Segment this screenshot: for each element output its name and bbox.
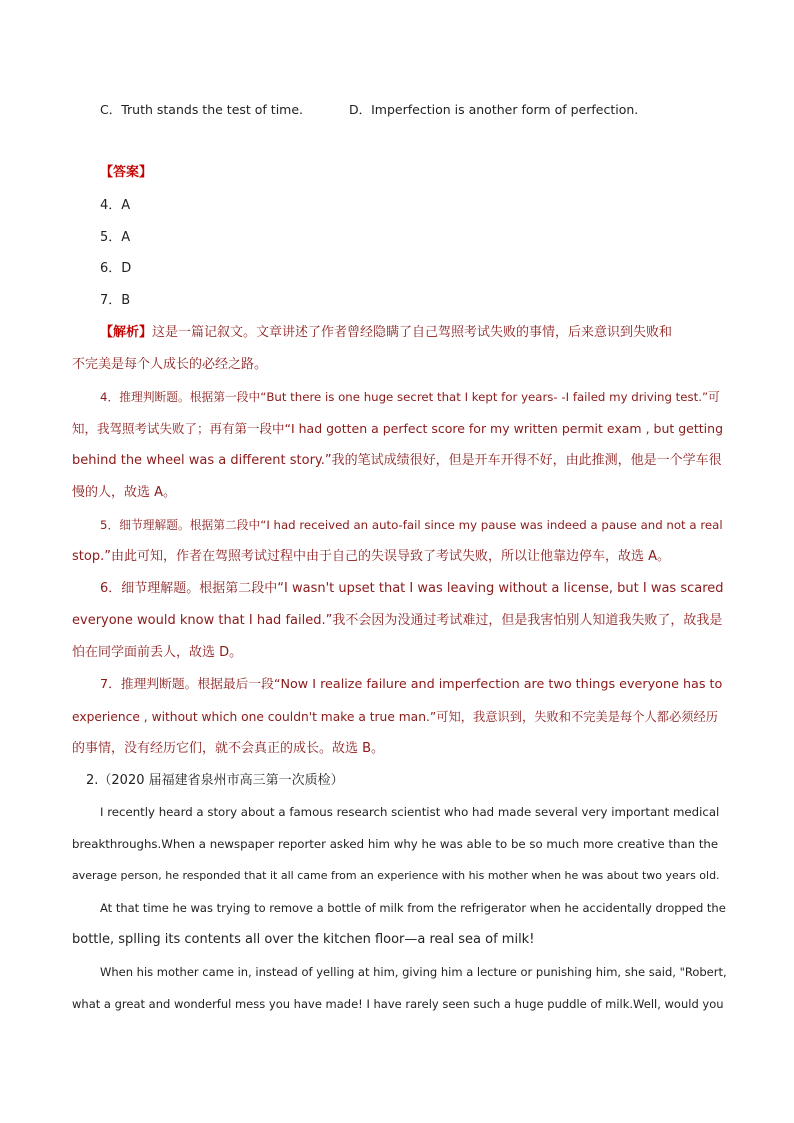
q7-line-3: 的事情，没有经历它们，就不会真正的成长。故选 B。	[72, 741, 385, 756]
option-c: C．Truth stands the test of time.	[100, 102, 304, 117]
analysis-label: 【解析】	[100, 325, 153, 340]
answer-5: 5．A	[100, 230, 131, 245]
passage-p3-line-2: what a great and wonderful mess you have made! I have rarely seen such a huge puddle of milk.Well, would you	[72, 997, 724, 1011]
passage-p1-line-2: breakthroughs.When a newspaper reporter asked him why he was able to be so much more creative than the	[72, 837, 719, 851]
answer-7: 7．B	[100, 293, 131, 308]
passage-p1-line-1: I recently heard a story about a famous research scientist who had made several very important medical	[100, 805, 720, 819]
q4-line-1: 4．推理判断题。根据第一段中“But there is one huge secret that I kept for years- -I failed my driving test.”可	[100, 390, 720, 404]
q6-line-2: everyone would know that I had failed.”我不会因为没通过考试难过，但是我害怕别人知道我失败了，故我是	[72, 613, 723, 628]
passage-p2-line-1: At that time he was trying to remove a bottle of milk from the refrigerator when he accidentally dropped the	[100, 901, 726, 915]
q6-line-3: 怕在同学面前丢人，故选 D。	[72, 645, 243, 660]
q4-line-3: behind the wheel was a different story.”我的笔试成绩很好，但是开车开得不好，由此推测，他是一个学车很	[72, 453, 722, 468]
option-d: D．Imperfection is another form of perfection.	[349, 102, 639, 117]
q5-line-2: stop.”由此可知，作者在驾照考试过程中由于自己的失误导致了考试失败，所以让他靠边停车，故选 A。	[72, 549, 670, 564]
answer-4: 4．A	[100, 198, 131, 213]
analysis-summary-2: 不完美是每个人成长的必经之路。	[72, 357, 268, 372]
q7-line-2: experience , without which one couldn't make a true man.”可知，我意识到，失败和不完美是每个人都必须经历	[72, 710, 718, 724]
q5-line-1: 5．细节理解题。根据第二段中“I had received an auto-fail since my pause was indeed a pause and not a real	[100, 518, 723, 532]
q6-line-1: 6．细节理解题。根据第二段中“I wasn't upset that I was leaving without a license, but I was scared	[100, 581, 724, 596]
q7-line-1: 7．推理判断题。根据最后一段“Now I realize failure and imperfection are two things everyone has to	[100, 677, 723, 692]
passage-p3-line-1: When his mother came in, instead of yelling at him, giving him a lecture or punishing him, she said, "Robert,	[100, 965, 727, 979]
answer-6: 6．D	[100, 261, 132, 276]
passage-p1-line-3: average person, he responded that it all came from an experience with his mother when he was about two years old.	[72, 869, 720, 882]
answer-heading: 【答案】	[100, 165, 153, 180]
passage-source: 2.（2020 届福建省泉州市高三第一次质检）	[86, 773, 344, 788]
analysis-first-line	[100, 323, 672, 343]
q4-line-2: 知，我驾照考试失败了；再有第一段中“I had gotten a perfect score for my written permit exam , but getting	[72, 421, 724, 436]
q4-line-4: 慢的人，故选 A。	[72, 485, 177, 500]
analysis-summary-1: 这是一篇记叙文。文章讲述了作者曾经隐瞒了自己驾照考试失败的事情，后来意识到失败和	[152, 325, 673, 340]
passage-p2-line-2: bottle, splling its contents all over the kitchen floor—a real sea of milk!	[72, 932, 535, 947]
